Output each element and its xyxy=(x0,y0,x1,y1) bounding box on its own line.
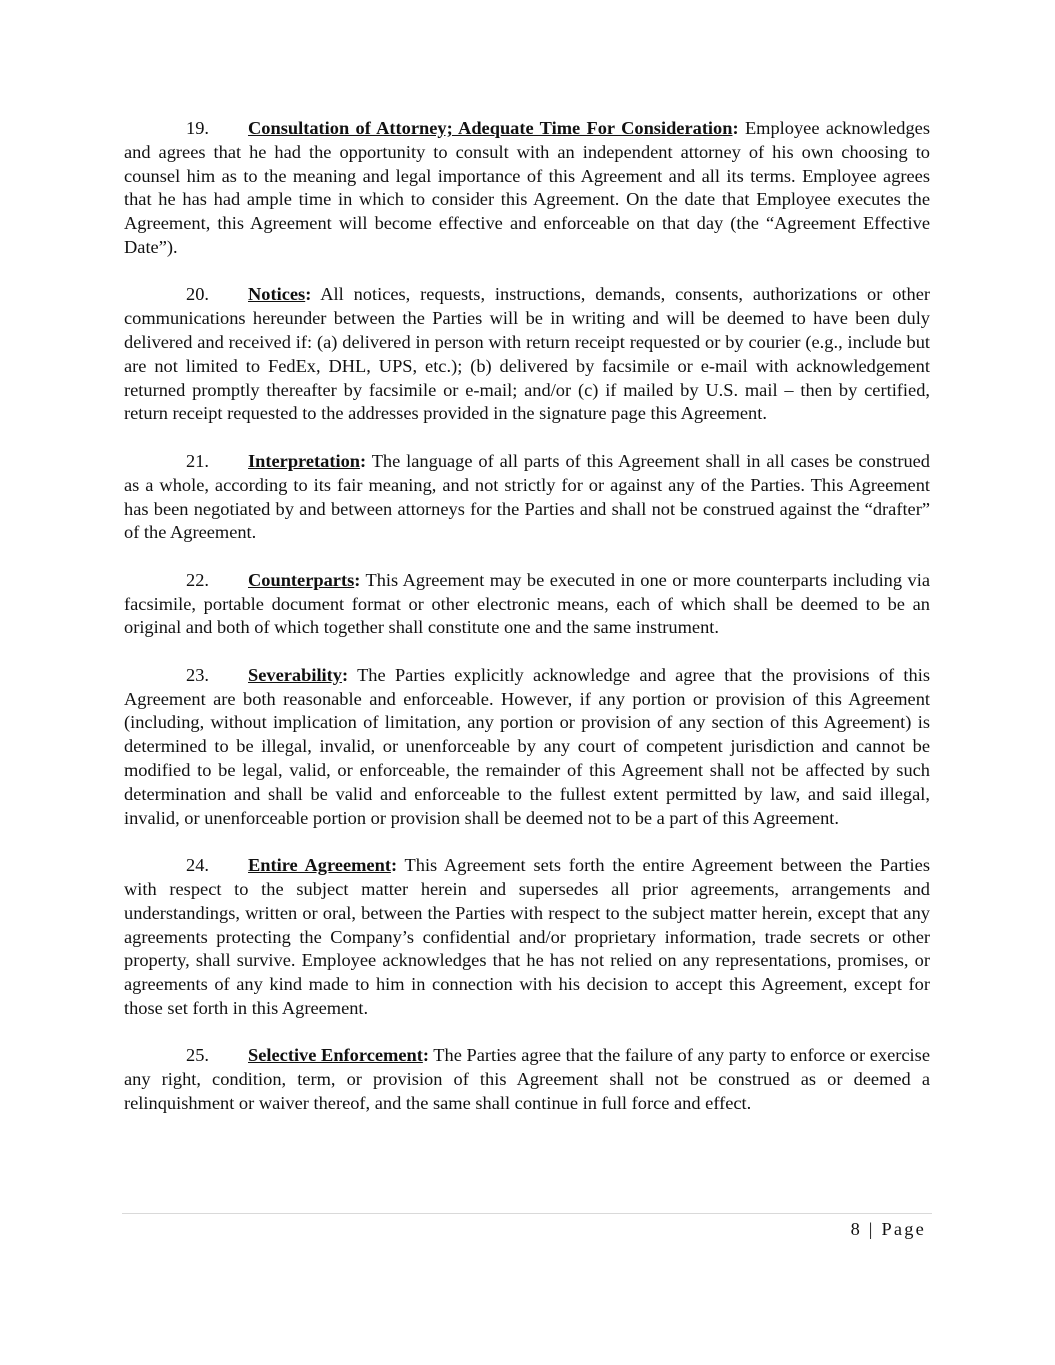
section-title: Interpretation xyxy=(248,450,361,471)
section-number: 19. xyxy=(186,118,209,138)
section-title-colon: : xyxy=(422,1045,429,1066)
section-title-colon: : xyxy=(354,569,361,590)
section-title: Selective Enforcement xyxy=(248,1045,423,1066)
section-title: Notices xyxy=(248,284,306,305)
section-19 xyxy=(124,117,930,260)
footer-divider xyxy=(122,1213,932,1214)
section-number: 22. xyxy=(186,569,209,590)
section-21 xyxy=(124,450,930,545)
section-body: This Agreement sets forth the entire Agreement between the Parties with respect to the subject matter herein and supersedes all prior agreements, arrangements and understandings, written or oral, between the Parties with respect to the subject matter herein, except that any agreements protecting the Company’s confidential and/or proprietary information, trade secrets or other property, shall survive. Employee acknowledges that he has not relied on any representations, promises, or agreements of any kind made to him in connection with his decision to accept this Agreement, except for those set forth in this Agreement. xyxy=(124,855,930,1018)
section-title: Counterparts xyxy=(248,569,355,590)
section-title-colon: : xyxy=(305,284,312,305)
section-title-colon: : xyxy=(732,118,739,138)
section-24 xyxy=(124,854,930,1021)
section-body: All notices, requests, instructions, demands, consents, authorizations or other communications hereunder between the Parties will be in writing and will be deemed to have been duly delivered and received if: (a) delivered in person with return receipt requested or by courier (e.g., include but are not limited to FedEx, DHL, UPS, etc.); (b) delivered by facsimile or e-mail with acknowledgement returned promptly thereafter by facsimile or e-mail; and/or (c) if mailed by U.S. mail – then by certified, return receipt requested to the addresses provided in the signature page this Agreement. xyxy=(124,284,930,424)
section-22 xyxy=(124,569,930,640)
section-title-colon: : xyxy=(341,664,349,685)
section-number: 23. xyxy=(186,664,209,685)
page-number: 8 | Page xyxy=(850,1219,926,1239)
section-body: The language of all parts of this Agreement shall in all cases be construed as a whole, according to its fair meaning, and not strictly for or against any of the Parties. This Agreement has been negotiated by and between attorneys for the Parties and shall not be construed against the “drafter” of the Agreement. xyxy=(124,450,930,543)
section-number: 25. xyxy=(186,1045,209,1066)
section-title: Consultation of Attorney; Adequate Time For Consideration xyxy=(248,118,733,138)
section-number: 24. xyxy=(186,855,209,876)
section-body: This Agreement may be executed in one or more counterparts including via facsimile, portable document format or other electronic means, each of which shall be deemed to be an original and both of which together shall constitute one and the same instrument. xyxy=(124,569,930,638)
section-25 xyxy=(124,1044,930,1115)
section-body: Employee acknowledges and agrees that he had the opportunity to consult with an independent attorney of his own choosing to counsel him as to the meaning and legal importance of this Agreement and all its terms. Employee agrees that he has had ample time in which to consider this Agreement. On the date that Employee executes the Agreement, this Agreement will become effective and enforceable on that day (the “Agreement Effective Date”). xyxy=(124,118,930,257)
section-body: The Parties explicitly acknowledge and agree that the provisions of this Agreement are both reasonable and enforceable. However, if any portion or provision of this Agreement (including, without implication of limitation, any portion or provision of any section of this Agreement) is determined to be illegal, invalid, or unenforceable by any court of competent jurisdiction and cannot be modified to be legal, valid, or enforceable, the remainder of this Agreement shall not be affected by such determination and shall be valid and enforceable to the fullest extent permitted by law, and said illegal, invalid, or unenforceable portion or provision shall be deemed not to be a part of this Agreement. xyxy=(124,664,930,828)
section-number: 20. xyxy=(186,284,209,305)
section-title: Severability xyxy=(248,664,342,685)
section-23 xyxy=(124,664,930,831)
section-20 xyxy=(124,283,930,426)
section-title: Entire Agreement xyxy=(248,855,391,876)
section-body: The Parties agree that the failure of any party to enforce or exercise any right, condition, term, or provision of this Agreement shall not be construed as or deemed a relinquishment or waiver thereof, and the same shall continue in full force and effect. xyxy=(124,1045,930,1114)
section-title-colon: : xyxy=(360,450,367,471)
section-number: 21. xyxy=(186,450,209,471)
section-title-colon: : xyxy=(390,855,398,876)
document-body xyxy=(124,117,930,1140)
